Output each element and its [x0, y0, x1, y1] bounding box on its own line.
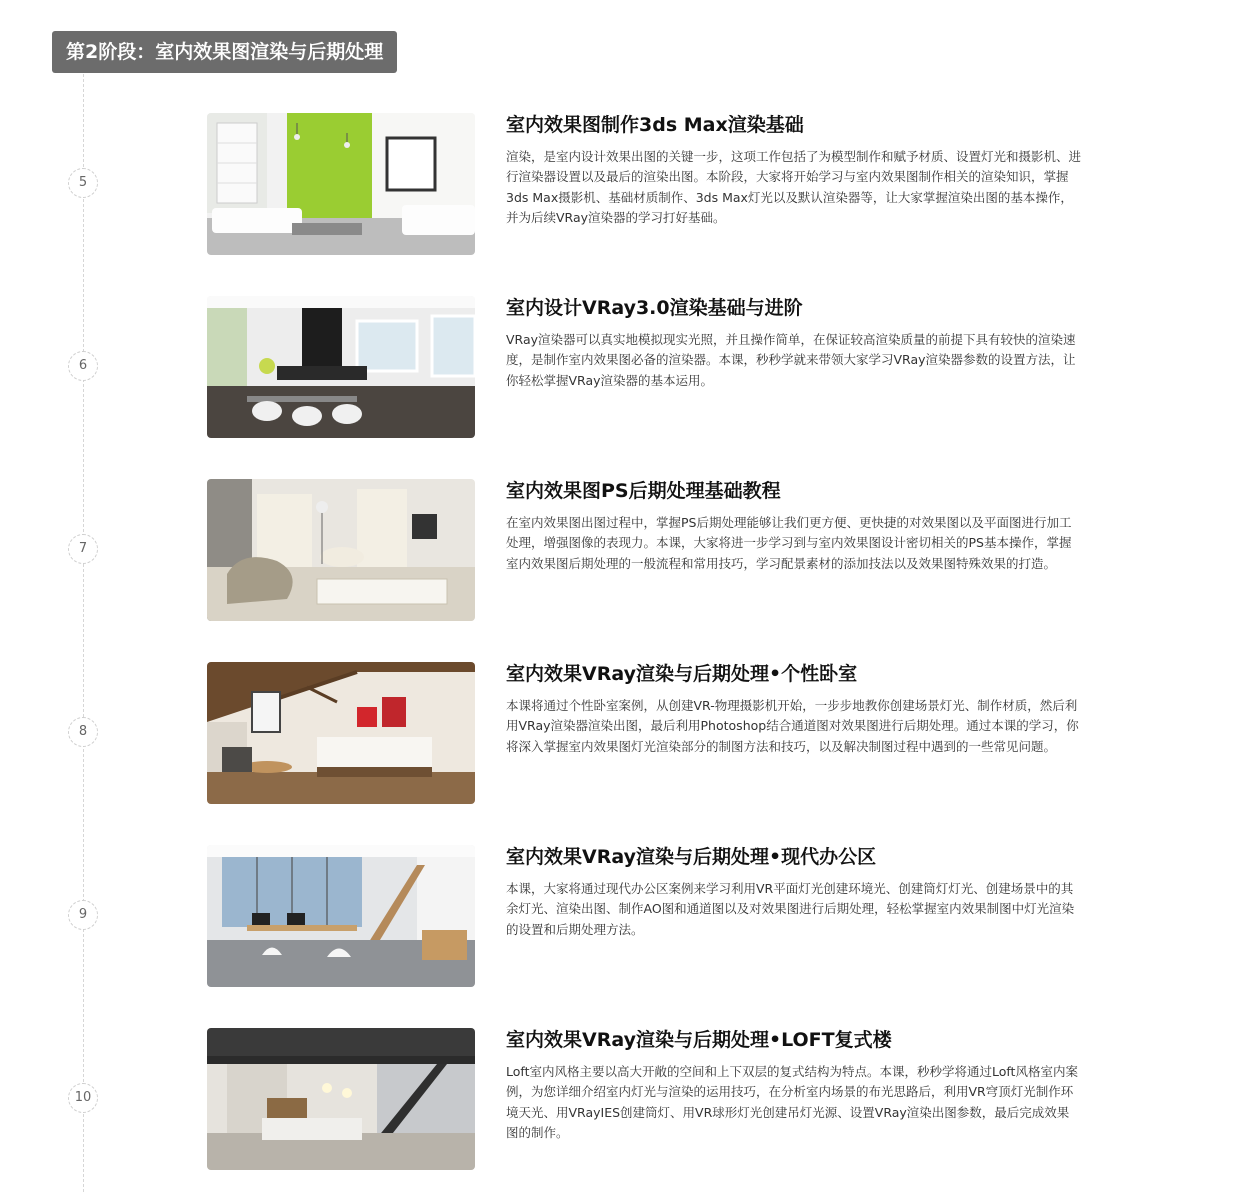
course-thumbnail[interactable] [207, 662, 475, 804]
course-description: VRay渲染器可以真实地模拟现实光照，并且操作简单，在保证较高渲染质量的前提下具有较快的渲染速度，是制作室内效果图必备的渲染器。本课，秒秒学就来带领大家学习VRay渲染器参数的设置方法，让你轻松掌握VRay渲染器的基本运用。 [506, 332, 1076, 388]
course-description: 在室内效果图出图过程中，掌握PS后期处理能够让我们更方便、更快捷的对效果图以及平面图进行加工处理，增强图像的表现力。本课，大家将进一步学习到与室内效果图设计密切相关的PS基本操作，掌握室内效果图后期处理的一般流程和常用技巧，学习配景素材的添加技法以及效果图特殊效果的打造。 [506, 515, 1072, 571]
course-thumbnail[interactable] [207, 296, 475, 438]
lounge-image [207, 479, 475, 621]
office-image [207, 845, 475, 987]
course-description: 本课将通过个性卧室案例，从创建VR-物理摄影机开始，一步步地教你创建场景灯光、制作材质，然后利用VRay渲染器渲染出图，最后利用Photoshop结合通道图对效果图进行后期处理。通过本课的学习，你将深入掌握室内效果图灯光渲染部分的制图方法和技巧，以及解决制图过程中遇到的一些常见问题。 [506, 698, 1079, 754]
course-title[interactable]: 室内效果图制作3ds Max渲染基础 [506, 114, 804, 136]
course-description: 渲染，是室内设计效果出图的关键一步，这项工作包括了为模型制作和赋予材质、设置灯光和摄影机、进行渲染器设置以及最后的渲染出图。本阶段，大家将开始学习与室内效果图制作相关的渲染知识，掌握3ds Max摄影机、基础材质制作、3ds Max灯光以及默认渲染器等，让大家掌握渲染出图的基本操作，并为后续VRay渲染器的学习打好基础。 [506, 149, 1082, 225]
loft-image [207, 1028, 475, 1170]
kitchen-image [207, 296, 475, 438]
course-item[interactable] [0, 845, 1240, 987]
living-room-image [207, 113, 475, 255]
course-description: Loft室内风格主要以高大开敞的空间和上下双层的复式结构为特点。本课，秒秒学将通过Loft风格室内案例，为您详细介绍室内灯光与渲染的运用技巧，在分析室内场景的布光思路后，利用VR穹顶灯光制作环境天光、用VRayIES创建筒灯、用VR球形灯光创建吊灯光源、设置VRay渲染出图参数，最后完成效果图的制作。 [506, 1064, 1078, 1140]
course-item[interactable] [0, 662, 1240, 804]
course-title[interactable]: 室内效果图PS后期处理基础教程 [506, 480, 781, 502]
course-item[interactable] [0, 113, 1240, 255]
course-number: 10 [68, 1083, 98, 1113]
stage-header [52, 31, 397, 73]
course-thumbnail[interactable] [207, 479, 475, 621]
course-thumbnail[interactable] [207, 113, 475, 255]
bedroom-image [207, 662, 475, 804]
course-title[interactable]: 室内效果VRay渲染与后期处理•个性卧室 [506, 663, 858, 685]
course-number: 9 [68, 900, 98, 930]
course-item[interactable] [0, 1028, 1240, 1170]
course-number: 6 [68, 351, 98, 381]
course-title[interactable]: 室内效果VRay渲染与后期处理•LOFT复式楼 [506, 1029, 892, 1051]
course-item[interactable] [0, 479, 1240, 621]
course-number: 8 [68, 717, 98, 747]
course-thumbnail[interactable] [207, 1028, 475, 1170]
course-number: 5 [68, 168, 98, 198]
course-title[interactable]: 室内设计VRay3.0渲染基础与进阶 [506, 297, 803, 319]
course-thumbnail[interactable] [207, 845, 475, 987]
course-number: 7 [68, 534, 98, 564]
course-item[interactable] [0, 296, 1240, 438]
stage-title: 第2阶段：室内效果图渲染与后期处理 [66, 41, 384, 63]
course-description: 本课，大家将通过现代办公区案例来学习利用VR平面灯光创建环境光、创建筒灯灯光、创建场景中的其余灯光、渲染出图、制作AO图和通道图以及对效果图进行后期处理，轻松掌握室内效果制图中灯光渲染的设置和后期处理方法。 [506, 881, 1075, 937]
course-title[interactable]: 室内效果VRay渲染与后期处理•现代办公区 [506, 846, 877, 868]
